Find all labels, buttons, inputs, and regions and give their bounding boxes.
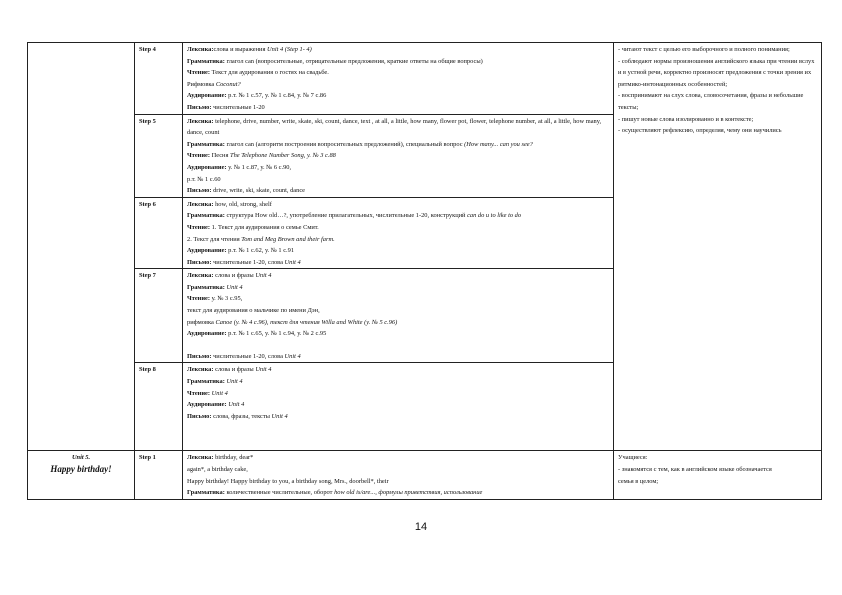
section-label: Письмо: — [187, 258, 212, 266]
section-label: Чтение: — [187, 69, 210, 77]
learning-outcomes — [614, 451, 822, 499]
step-content — [183, 114, 614, 197]
line-text: слова и выражения — [213, 46, 268, 53]
section-label: Грамматика: — [187, 57, 225, 65]
step-row — [28, 43, 822, 115]
content-line — [187, 222, 609, 234]
content-line — [187, 411, 609, 423]
content-line — [187, 174, 609, 186]
step-label: Step 4 — [135, 43, 183, 115]
line-italic-text: Unit 4 — [271, 412, 288, 420]
line-italic-text: Tom and Meg Brown and their farm. — [241, 235, 335, 243]
content-line — [187, 464, 609, 476]
section-label: Лексика: — [187, 366, 214, 374]
line-text: birthday, dear* — [213, 454, 254, 462]
outcome-item: - пишут новые слова изолированно и в контексте; — [618, 115, 754, 123]
line-italic-text: Unit 4 — [211, 389, 228, 397]
line-text: р.т. № 1 с.65, у. № 1 с.94, у. № 2 с.95 — [226, 330, 327, 338]
line-text: telephone, drive, number, write, skate, ski, count, dance, text , at all, a little, how many, flower pot, flower, telephone number, at all, a little, how many, dance, count — [187, 117, 602, 137]
line-text: 2. Текст для чтения — [187, 235, 242, 243]
content-line — [187, 102, 609, 114]
line-text: слова и фразы — [213, 272, 256, 280]
line-text: количественные числительные, оборот — [224, 489, 335, 497]
lesson-plan-table — [27, 42, 822, 500]
page-number: 14 — [414, 521, 428, 533]
section-label: Письмо: — [187, 103, 212, 111]
section-label: Грамматика: — [187, 378, 225, 386]
section-label: Грамматика: — [187, 489, 225, 497]
step-label: Step 7 — [135, 269, 183, 363]
content-line — [187, 257, 609, 269]
section-label: Чтение: — [187, 389, 210, 397]
line-text: Песня — [210, 152, 231, 160]
line-italic-text: The Telephone Number Song, у. № 3 с.88 — [230, 152, 336, 160]
content-line — [187, 79, 609, 91]
content-line — [187, 44, 609, 56]
outcome-item: семья в целом; — [618, 477, 659, 485]
outcome-item: Учащиеся: — [618, 454, 648, 462]
section-label: Лексика: — [187, 200, 214, 208]
section-label: Письмо: — [187, 412, 212, 420]
line-text: числительные 1-20, слова — [211, 258, 285, 266]
step-label: Step 5 — [135, 114, 183, 197]
line-text: how, old, strong, shelf — [213, 200, 272, 208]
line-italic-text: Unit 4 — [255, 272, 272, 280]
content-line — [187, 305, 609, 317]
unit-title-cell — [28, 451, 135, 499]
line-text: again*, a birthday cake, — [187, 466, 248, 474]
outcome-item: - соблюдают нормы произношения английского языка при чтении вслух и в устной речи, корректно произносят предложения с точки зрения их ритмико-интонационных особенностей; — [618, 57, 815, 88]
line-italic-text: Unit 4 — [284, 258, 301, 266]
line-text: текст для аудирования о мальчике по имени Дэн, — [187, 307, 320, 315]
content-line — [187, 116, 609, 139]
step-label: Step 1 — [135, 451, 183, 499]
step-content — [183, 269, 614, 363]
line-text: слова, фразы, тексты — [211, 412, 272, 420]
content-line — [187, 476, 609, 488]
section-label: Грамматика: — [187, 140, 225, 148]
line-italic-text: can do и to like to do — [467, 212, 522, 220]
step-content — [183, 197, 614, 269]
line-text: глагол can (вопросительные, отрицательные предложения, краткие ответы на общие вопросы) — [224, 57, 483, 65]
line-italic-text: Unit 4 — [228, 401, 245, 409]
line-text: числительные 1-20 — [211, 103, 265, 111]
line-italic-text: (How many... can you see? — [464, 140, 533, 148]
section-label: Лексика: — [187, 454, 214, 462]
line-italic-text: how old is/are..., формулы приветствия, использование — [334, 489, 483, 497]
section-label: Чтение: — [187, 295, 210, 303]
content-line — [187, 270, 609, 282]
line-italic-text: Unit 4 — [226, 378, 243, 386]
section-label: Аудирование: — [187, 330, 227, 338]
line-text: глагол can (алгоритм построения вопросительных предложений), специальный вопрос — [224, 140, 465, 148]
section-label: Письмо: — [187, 187, 212, 195]
content-line — [187, 139, 609, 151]
line-text: р.т. № 1 с.60 — [187, 175, 221, 183]
unit-label: Unit 5. — [71, 454, 91, 462]
section-label: Аудирование: — [187, 92, 227, 100]
outcome-item: - воспринимают на слух слова, словосочетания, фразы и небольшие тексты; — [618, 92, 804, 111]
line-text: у. № 1 с.87, у. № 6 с.90, — [226, 163, 292, 171]
step-content — [183, 43, 614, 115]
content-line — [187, 399, 609, 411]
content-line — [187, 245, 609, 257]
content-line — [187, 388, 609, 400]
line-text: у. № 3 с.95, — [210, 295, 243, 303]
line-text: структура How old…?, употребление прилагательных, числительные 1-20, конструкций — [224, 212, 468, 220]
section-label: Лексика: — [187, 117, 214, 125]
line-text: Рифмовка — [187, 80, 216, 88]
line-italic-text: Unit 4 — [284, 352, 301, 360]
line-text: Текст для аудирования о гостях на свадьбе. — [210, 69, 329, 77]
line-italic-text: Unit 4 — [226, 283, 243, 291]
line-italic-text: Unit 4 — [255, 366, 272, 374]
step-content — [183, 363, 614, 451]
outcome-item: - осуществляют рефлексию, определяя, чему они научились — [618, 127, 782, 135]
section-label: Аудирование: — [187, 247, 227, 255]
content-line — [187, 67, 609, 79]
content-line — [187, 351, 609, 363]
content-line — [187, 210, 609, 222]
content-line — [187, 364, 609, 376]
content-line — [187, 293, 609, 305]
content-line — [187, 487, 609, 499]
outcome-item: - знакомятся с тем, как в английском языке обозначается — [618, 466, 772, 474]
content-line — [187, 150, 609, 162]
step-content — [183, 451, 614, 499]
content-line — [187, 90, 609, 102]
section-label: Аудирование: — [187, 401, 227, 409]
learning-outcomes — [614, 43, 822, 451]
content-line — [187, 234, 609, 246]
line-italic-text: Unit 4 (Step 1- 4) — [267, 46, 312, 53]
section-label: Чтение: — [187, 152, 210, 160]
line-text: р.т. № 1 с.62, у. № 1 с.91 — [226, 247, 295, 255]
line-text: Happy birthday! Happy birthday to you, a birthday song, Mrs., doorbell*, their — [187, 477, 389, 485]
section-label: Письмо: — [187, 352, 212, 360]
line-italic-text: Coconut? — [215, 80, 241, 88]
line-text: слова и фразы — [213, 366, 256, 374]
section-label: Чтение: — [187, 223, 210, 231]
line-text: рифмовка — [187, 318, 216, 326]
content-line — [187, 340, 609, 351]
line-text: 1. Текст для аудирования о семье Смит. — [210, 223, 319, 231]
line-text: числительные 1-20, слова — [211, 352, 285, 360]
content-line — [187, 162, 609, 174]
content-line — [187, 452, 609, 464]
step-label: Step 8 — [135, 363, 183, 451]
content-line — [187, 199, 609, 211]
step-label: Step 6 — [135, 197, 183, 269]
unit-cell-empty — [28, 43, 135, 451]
section-label: Грамматика: — [187, 283, 225, 291]
content-line — [187, 317, 609, 329]
line-text: drive, write, ski, skate, count, dance — [211, 187, 305, 195]
content-line — [187, 376, 609, 388]
section-label: Аудирование: — [187, 163, 227, 171]
unit5-row — [28, 451, 822, 499]
content-line — [187, 185, 609, 197]
line-italic-text: Canoe (у. № 4 с.96), текст для чтения Willa and White (у. № 5 с.96) — [215, 318, 398, 326]
content-line — [187, 56, 609, 68]
section-label: Лексика: — [187, 46, 214, 53]
content-line — [187, 328, 609, 340]
unit-name: Happy birthday! — [50, 464, 112, 475]
outcome-item: - читают текст с целью его выборочного и полного понимания; — [618, 46, 790, 53]
content-line — [187, 282, 609, 294]
section-label: Лексика: — [187, 272, 214, 280]
section-label: Грамматика: — [187, 212, 225, 220]
line-text: р.т. № 1 с.57, у. № 1 с.84, у. № 7 с.86 — [226, 92, 327, 100]
